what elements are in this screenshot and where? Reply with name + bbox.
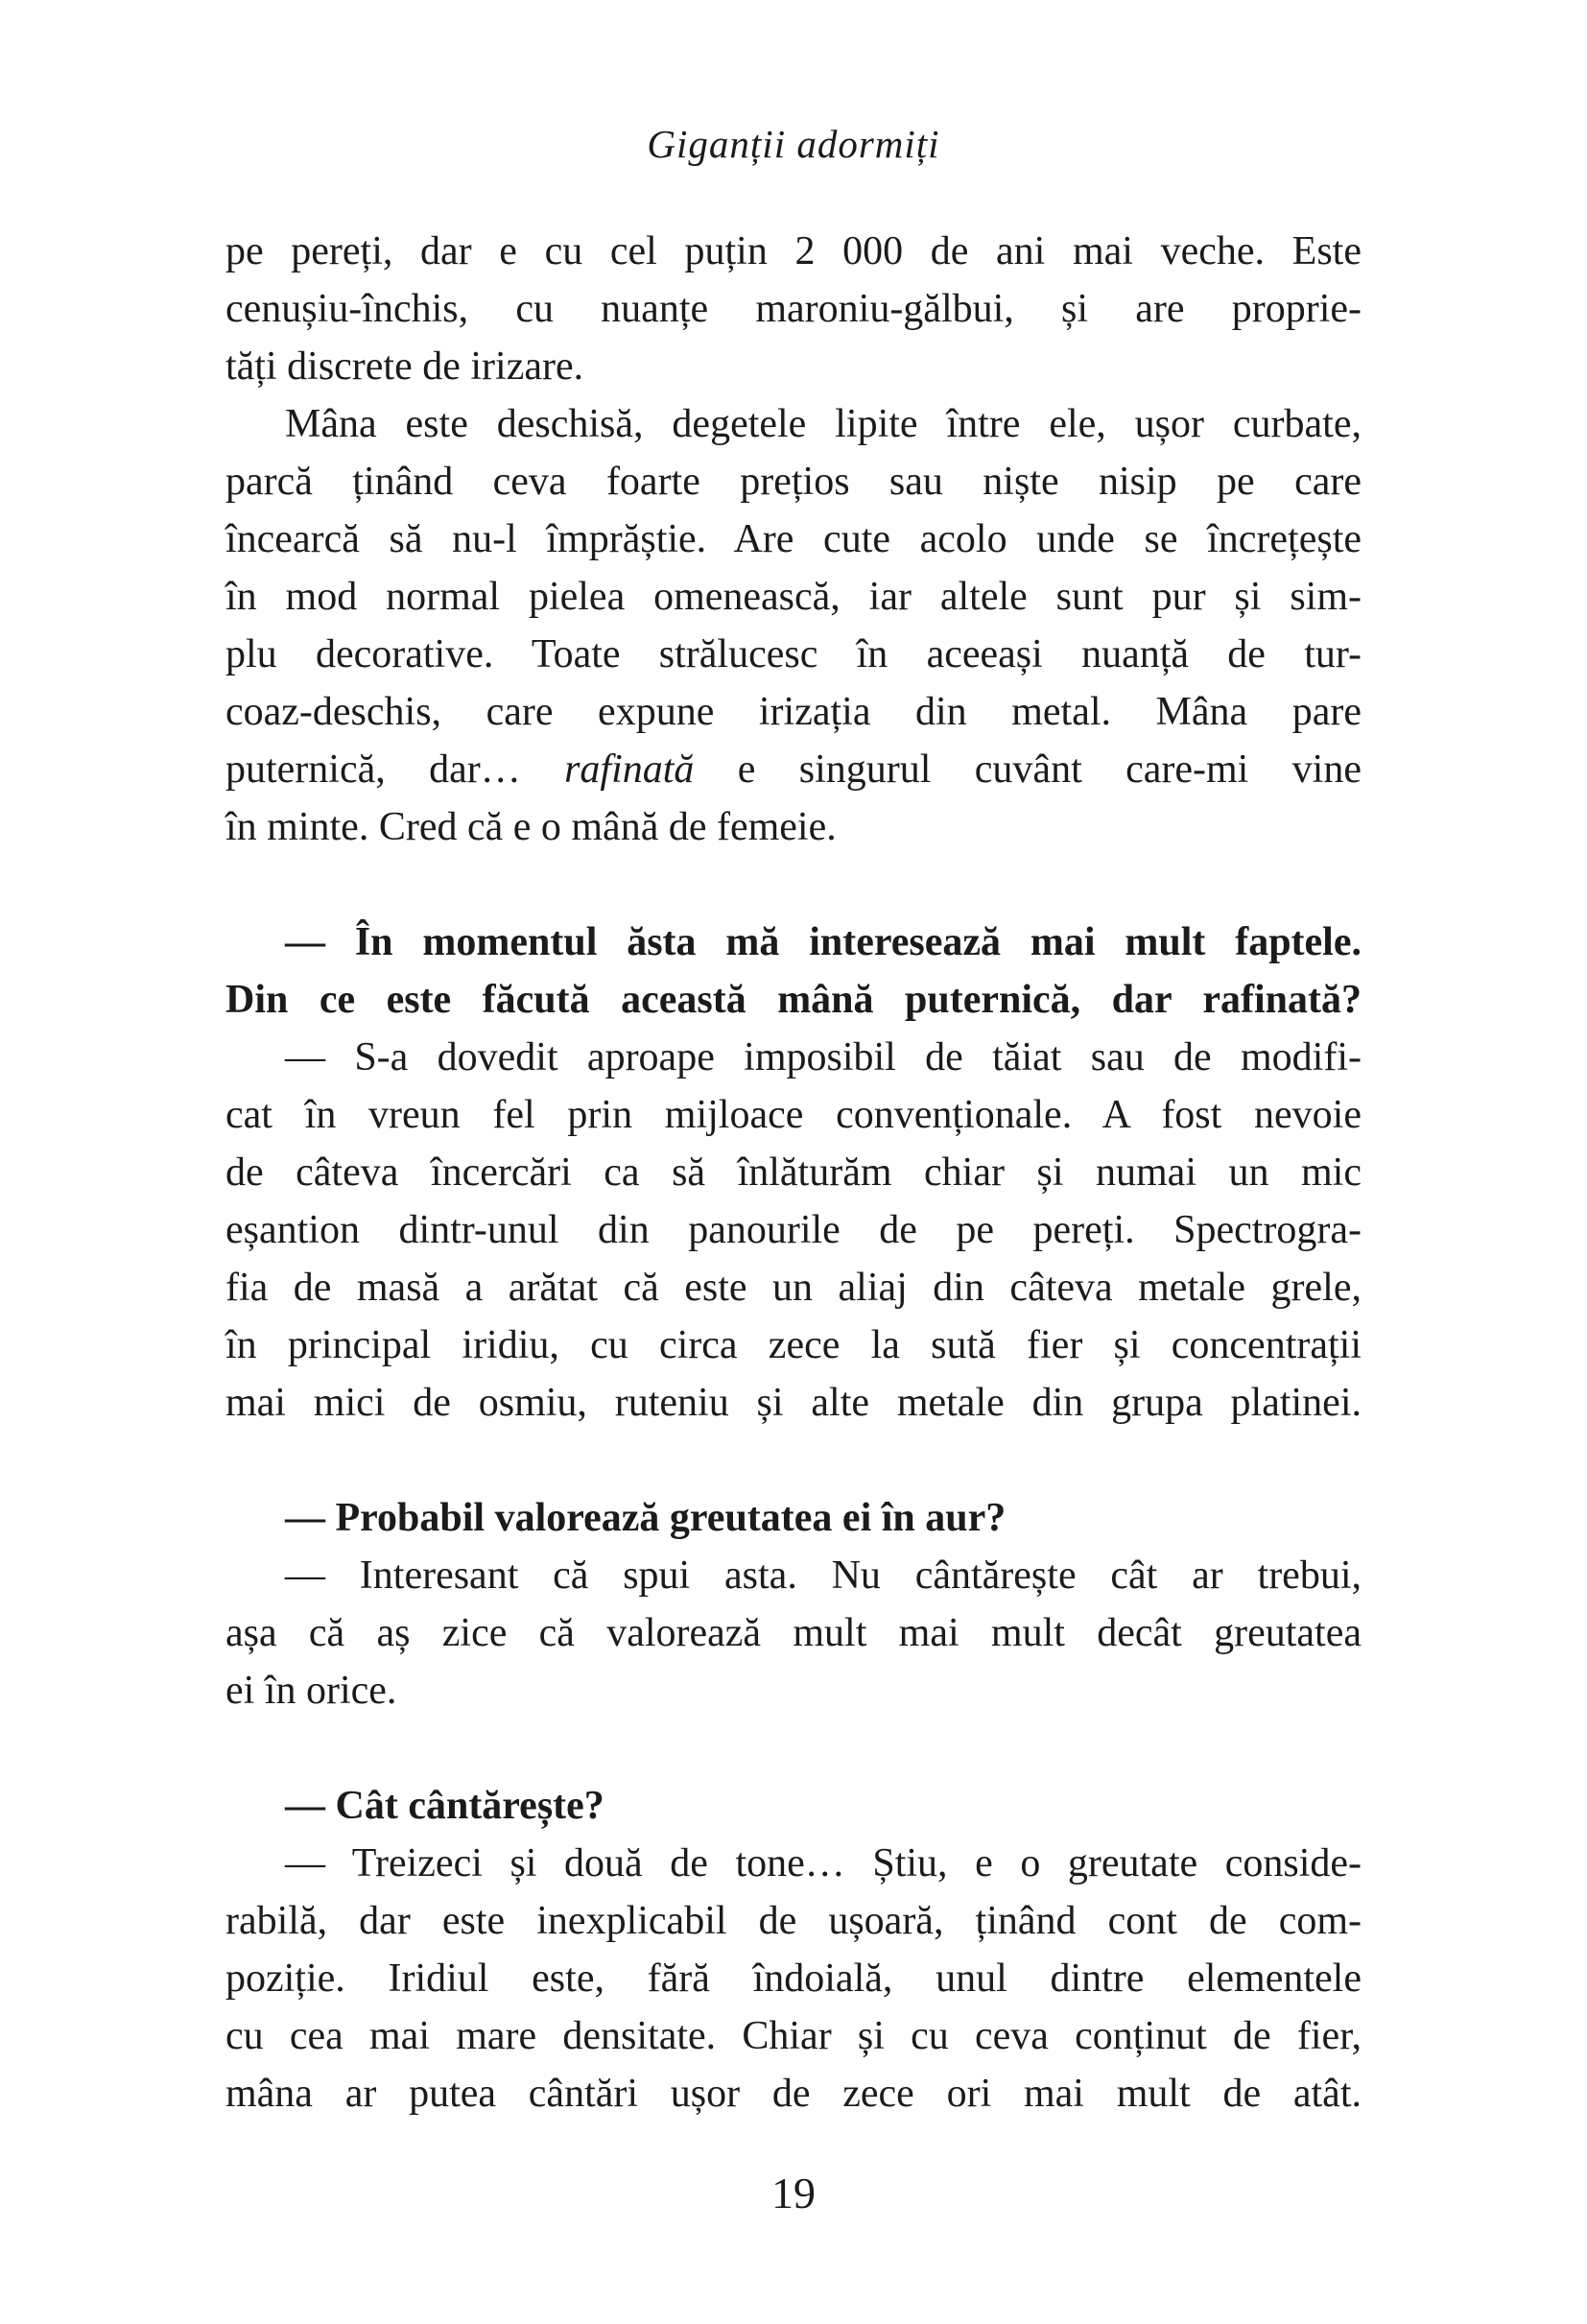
text-line: Din ce este făcută această mână puternică, dar rafinată? [225,978,1362,1022]
text-line: în mod normal pielea omenească, iar altele sunt pur și sim- [225,575,1362,619]
text-line: — Probabil valorează greutatea ei în aur? [285,1496,1007,1540]
text-line: pe pereți, dar e cu cel puțin 2 000 de ani mai veche. Este [225,229,1362,273]
text-line: încearcă să nu-l împrăștie. Are cute acolo unde se încrețește [225,517,1362,561]
text-line: — Treizeci și două de tone… Știu, e o greutate conside- [285,1841,1362,1885]
text-line: — În momentul ăsta mă interesează mai mult faptele. [285,920,1362,964]
text-line: plu decorative. Toate strălucesc în aceeași nuanță de tur- [225,632,1362,676]
text-line: — S-a dovedit aproape imposibil de tăiat sau de modifi- [285,1035,1362,1079]
text-line: cu cea mai mare densitate. Chiar și cu ceva conținut de fier, [225,2014,1362,2058]
text-line: în principal iridiu, cu circa zece la sută fier și concentrații [225,1323,1362,1367]
text-line: coaz-deschis, care expune irizația din metal. Mâna pare [225,690,1362,734]
text-line: de câteva încercări ca să înlăturăm chiar și numai un mic [225,1150,1362,1195]
text-line: parcă ținând ceva foarte prețios sau niște nisip pe care [225,460,1362,504]
text-line: mai mici de osmiu, ruteniu și alte metale din grupa platinei. [225,1381,1362,1425]
text-line: poziție. Iridiul este, fără îndoială, unul dintre elementele [225,1956,1362,2001]
text-run: puternică, dar… [225,747,565,792]
running-header: Giganții adormiți [647,122,940,166]
text-line: mâna ar putea cântări ușor de zece ori mai mult de atât. [225,2072,1362,2116]
text-line: eșantion dintr-unul din panourile de pe pereți. Spectrogra- [225,1208,1362,1252]
text-line: — Interesant că spui asta. Nu cântărește cât ar trebui, [285,1553,1362,1598]
text-line: fia de masă a arătat că este un aliaj din câteva metale grele, [225,1266,1362,1310]
text-line: așa că aș zice că valorează mult mai mult decât greutatea [225,1611,1362,1655]
emphasized-word: rafinată [564,747,695,792]
text-line: ei în orice. [225,1669,397,1713]
text-line: în minte. Cred că e o mână de femeie. [225,805,837,849]
text-line: cenușiu-închis, cu nuanțe maroniu-gălbui, și are proprie- [225,287,1362,331]
page-number: 19 [771,2169,816,2217]
text-line [225,741,1362,798]
body-text [225,223,1362,2122]
text-line: cat în vreun fel prin mijloace convenționale. A fost nevoie [225,1093,1362,1137]
text-line: rabilă, dar este inexplicabil de ușoară, ținând cont de com- [225,1899,1362,1943]
text-line: tăți discrete de irizare. [225,344,584,389]
text-line: Mâna este deschisă, degetele lipite între ele, ușor curbate, [285,402,1362,446]
text-run: e singurul cuvânt care-mi vine [694,747,1362,792]
text-line: — Cât cântărește? [285,1784,604,1828]
